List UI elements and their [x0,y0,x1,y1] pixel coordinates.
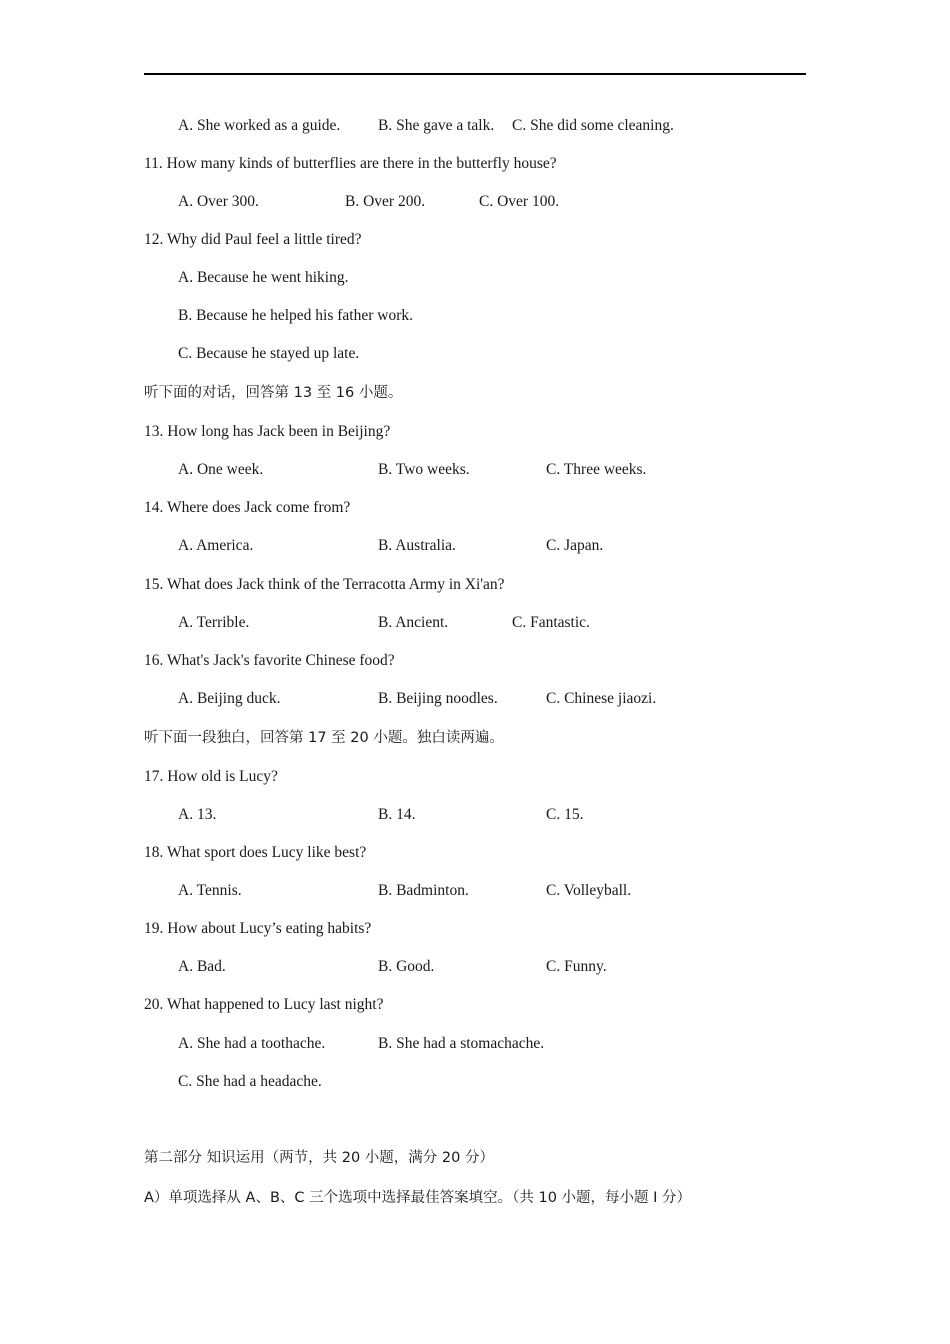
header-rule [144,73,806,75]
q13-question: 13. How long has Jack been in Beijing? [144,423,391,440]
q16-option-a: A. Beijing duck. [178,690,281,707]
q15-option-b: B. Ancient. [378,614,449,631]
q16-question: 16. What's Jack's favorite Chinese food? [144,652,395,669]
q14-option-b: B. Australia. [378,537,456,554]
instruction-17-20: 听下面一段独白，回答第 17 至 20 小题。独白读两遍。 [144,730,504,746]
q19-question: 19. How about Lucy’s eating habits? [144,920,372,937]
q14-option-a: A. America. [178,537,254,554]
q19-option-a: A. Bad. [178,958,226,975]
section-a-instruction: A）单项选择从 A、B、C 三个选项中选择最佳答案填空。（共 10 小题，每小题 I 分） [144,1190,692,1206]
q13-option-c: C. Three weeks. [546,461,647,478]
q11-option-c: C. Over 100. [479,193,560,210]
q17-option-b: B. 14. [378,806,416,823]
q13-option-b: B. Two weeks. [378,461,470,478]
q18-option-b: B. Badminton. [378,882,469,899]
q10-option-b: B. She gave a talk. [378,117,495,134]
q12-question: 12. Why did Paul feel a little tired? [144,231,362,248]
q10-option-c: C. She did some cleaning. [512,117,674,134]
q14-option-c: C. Japan. [546,537,604,554]
q11-question: 11. How many kinds of butterflies are there in the butterfly house? [144,155,557,172]
q10-option-a: A. She worked as a guide. [178,117,341,134]
q19-option-c: C. Funny. [546,958,607,975]
q15-question: 15. What does Jack think of the Terracotta Army in Xi'an? [144,576,505,593]
q13-option-a: A. One week. [178,461,264,478]
q18-question: 18. What sport does Lucy like best? [144,844,367,861]
instruction-13-16: 听下面的对话，回答第 13 至 16 小题。 [144,385,403,401]
q20-option-c: C. She had a headache. [178,1073,322,1090]
q11-option-b: B. Over 200. [345,193,426,210]
q20-option-a: A. She had a toothache. [178,1035,326,1052]
q20-question: 20. What happened to Lucy last night? [144,996,384,1013]
q12-option-b: B. Because he helped his father work. [178,307,414,324]
q19-option-b: B. Good. [378,958,435,975]
q15-option-a: A. Terrible. [178,614,250,631]
q17-option-c: C. 15. [546,806,584,823]
q16-option-b: B. Beijing noodles. [378,690,498,707]
q17-option-a: A. 13. [178,806,217,823]
q18-option-a: A. Tennis. [178,882,242,899]
q18-option-c: C. Volleyball. [546,882,632,899]
part-two-heading: 第二部分 知识运用（两节，共 20 小题，满分 20 分） [144,1150,494,1166]
q12-option-c: C. Because he stayed up late. [178,345,360,362]
q17-question: 17. How old is Lucy? [144,768,278,785]
q14-question: 14. Where does Jack come from? [144,499,351,516]
q15-option-c: C. Fantastic. [512,614,590,631]
q12-option-a: A. Because he went hiking. [178,269,349,286]
q20-option-b: B. She had a stomachache. [378,1035,545,1052]
q11-option-a: A. Over 300. [178,193,259,210]
q16-option-c: C. Chinese jiaozi. [546,690,657,707]
